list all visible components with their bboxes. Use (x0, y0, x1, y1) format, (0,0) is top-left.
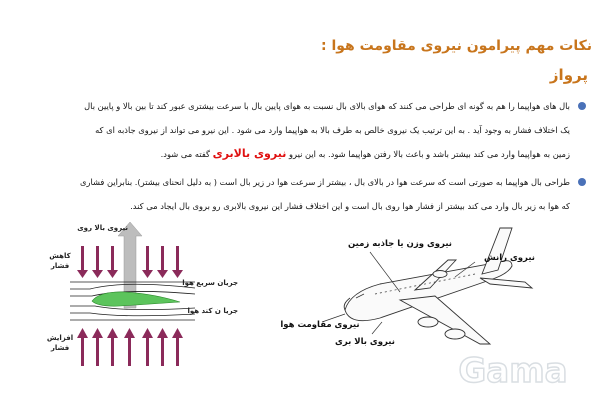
drag-force-label: نیروی مقاومت هوا (280, 320, 360, 330)
bottom-pressure-arrows (77, 328, 183, 366)
section-subtitle: پرواز (549, 66, 588, 84)
svg-text:Gama: Gama (458, 351, 568, 391)
paragraph-wing-design (8, 170, 570, 218)
paragraph-line: یک اختلاف فشار به وجود آید . به این ترتیب یک نیروی خالص به طرف بالا به هواپیما وارد می شود . این نیرو می تواند از نیروی جاذبه ای که (95, 125, 570, 135)
pressure-decrease-label: کاهش (49, 252, 71, 260)
airplane-diagram (250, 222, 550, 362)
weight-force-label: نیروی وزن یا جاذبه زمین (348, 239, 452, 249)
bullet-icon (578, 178, 586, 186)
page-title: نکات مهم پیرامون نیروی مقاومت هوا : (320, 38, 592, 54)
highlight-term: نیروی بالابری (212, 147, 287, 160)
gama-watermark-logo (438, 346, 588, 394)
paragraph-text: گفته می شود. (160, 149, 210, 159)
fast-flow-label: جریان سریع هوا (182, 279, 238, 287)
lift-label: نیروی بالا روی (77, 224, 128, 232)
slow-flow-label: جریا ن کند هوا (187, 307, 238, 315)
paragraph-line: طراحی بال هواپیما به صورتی است که سرعت هوا در بالای بال ، بیشتر از سرعت هوا در زیر بال است ( به دلیل انحنای بیشتر). بنابراین فشاری (79, 177, 570, 187)
paragraph-line: بال های هواپیما را هم به گونه ای طراحی می کنند که هوای بالای بال نسبت به هوای پایین بال با سرعت بیشتری عبور کند تا بین بالا و پایین بال (84, 101, 570, 111)
paragraph-line: که هوا به زیر بال وارد می کند بیشتر از فشار هوا روی بال است و این اختلاف فشار این نیروی بالابری رو بروی بال ایجاد می کند. (130, 201, 570, 211)
pressure-increase-label: فشار (50, 344, 70, 352)
paragraph-line (8, 142, 570, 166)
airfoil-diagram (30, 218, 240, 383)
wing-shape-icon (92, 292, 180, 306)
bullet-icon (578, 102, 586, 110)
thrust-force-label: نیروی رانش (484, 253, 535, 263)
lift-force-label: نیروی بالا بری (335, 337, 395, 347)
pressure-increase-label: افزایش (46, 334, 74, 342)
paragraph-lift-intro (8, 94, 570, 166)
pressure-decrease-label: فشار (50, 262, 70, 270)
paragraph-text: زمین به هواپیما وارد می کند بیشتر باشد و باعث بالا رفتن هواپیما شود. به این نیرو (288, 149, 570, 159)
